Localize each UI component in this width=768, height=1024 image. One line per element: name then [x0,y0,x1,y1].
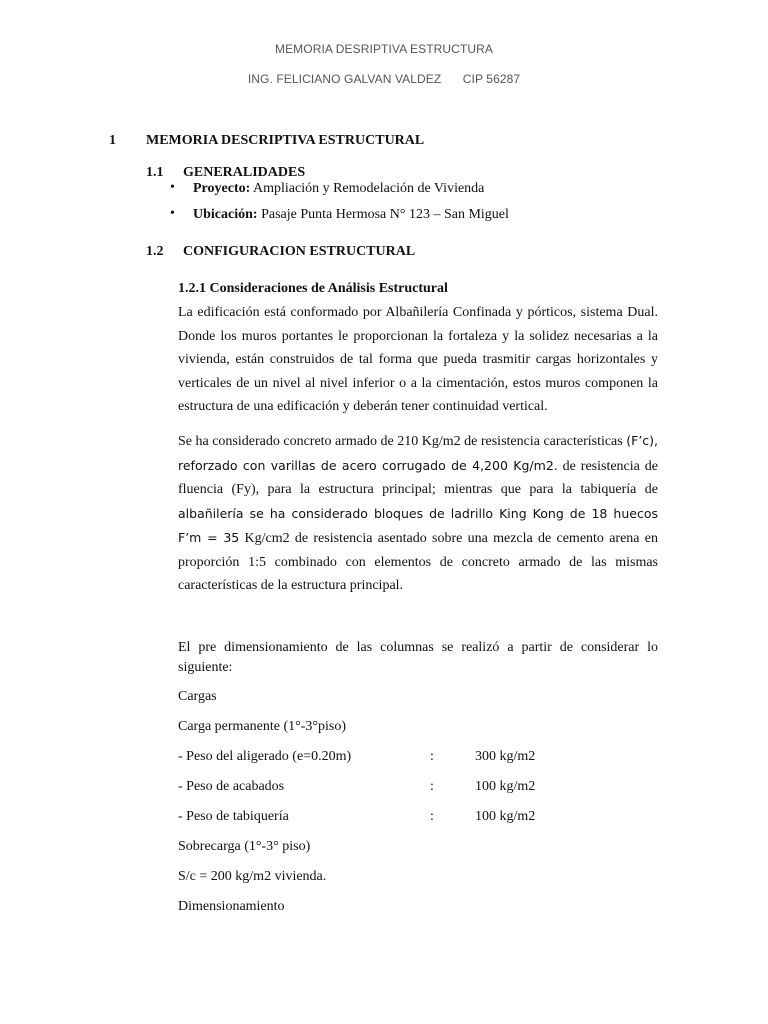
generalidades-list [170,181,509,233]
paragraph-predimensionamiento: El pre dimensionamiento de las columnas se realizó a partir de considerar lo siguiente: [178,640,658,675]
section-1-heading [109,133,425,149]
document-header-engineer [0,72,768,86]
cargas-label: Cargas [178,689,217,704]
bullet-label: Ubicación: [193,207,258,222]
list-item [170,181,509,207]
load-colon: : [430,779,434,794]
paragraph-structure-description: La edificación está conformado por Albañilería Confinada y pórticos, sistema Dual. Donde los muros portantes le proporcionan la fortaleza y la solidez necesarias a la vivienda, están construidos de tal forma que pueda trasmitir cargas horizontales y verticales de un nivel al nivel inferior o a la cimentación, estos muros componen la estructura de una edificación y deberán tener continuidad vertical. [178,305,658,414]
paragraph-materials [178,429,658,598]
load-value: 100 kg/m2 [475,779,536,794]
section-1-1-heading [146,165,306,181]
section-1-2-number: 1.2 [146,244,164,259]
engineer-name: ING. FELICIANO GALVAN VALDEZ [247,72,442,86]
load-row [178,779,658,799]
materials-text-1: Se ha considerado concreto armado de 210 Kg/m2 de resistencia características [178,434,623,449]
section-1-2-title: CONFIGURACION ESTRUCTURAL [183,244,416,259]
load-value: 300 kg/m2 [475,749,536,764]
materials-text-2: (F’c), reforzado con varillas de acero corrugado de 4,200 Kg/m2. [178,433,659,473]
load-colon: : [430,809,434,824]
section-1-2-1-heading: 1.2.1 Consideraciones de Análisis Estructural [178,281,448,296]
section-1-2-heading [146,244,416,260]
materials-text-4: albañilería se ha considerado bloques de ladrillo King Kong de 18 huecos F’m = 35 [178,505,658,545]
dimensionamiento-label: Dimensionamiento [178,899,285,914]
load-row [178,749,658,769]
load-row [178,809,658,829]
load-colon: : [430,749,434,764]
load-label: - Peso de tabiquería [178,809,289,824]
sobrecarga-label: Sobrecarga (1°-3° piso) [178,839,311,854]
bullet-text: Pasaje Punta Hermosa N° 123 – San Miguel [257,207,509,222]
load-label: - Peso del aligerado (e=0.20m) [178,749,352,764]
section-1-1-title: GENERALIDADES [183,165,306,180]
materials-text-5: Kg/cm2 de resistencia asentado sobre una mezcla de cemento arena en proporción 1:5 combinado con elementos de concreto armado de las mismas características de la estructura principal. [178,531,658,593]
carga-permanente-label: Carga permanente (1°-3°piso) [178,719,346,734]
document-header-title: MEMORIA DESRIPTIVA ESTRUCTURA [274,42,494,56]
section-1-number: 1 [109,133,116,148]
section-1-1-number: 1.1 [146,165,164,180]
list-item [170,207,509,233]
cip-number: CIP 56287 [462,72,521,86]
section-1-title: MEMORIA DESCRIPTIVA ESTRUCTURAL [146,133,425,148]
materials-text-3: de resistencia de fluencia (Fy), para la estructura principal; mientras que para la tabiquería de [178,458,658,497]
load-label: - Peso de acabados [178,779,285,794]
sobrecarga-value: S/c = 200 kg/m2 vivienda. [178,869,327,884]
load-value: 100 kg/m2 [475,809,536,824]
bullet-label: Proyecto: [193,181,251,196]
bullet-text: Ampliación y Remodelación de Vivienda [250,181,485,196]
